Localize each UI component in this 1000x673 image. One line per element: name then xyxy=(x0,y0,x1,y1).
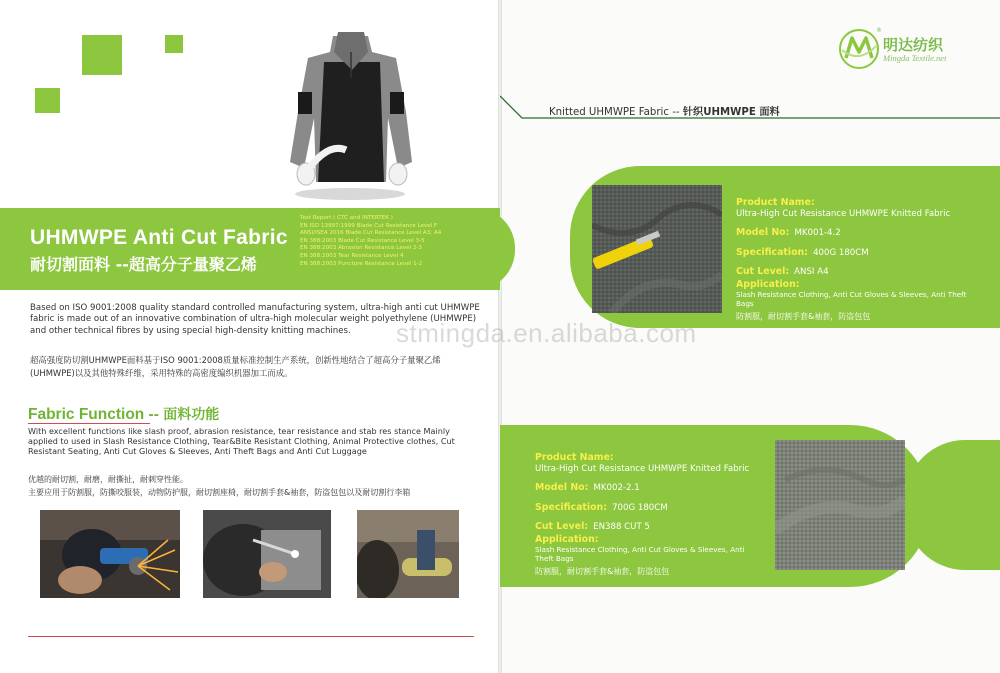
product-2-spec: 700G 180CM xyxy=(612,502,668,513)
product-2-specs xyxy=(535,452,775,578)
heading-underline xyxy=(28,423,150,424)
function-paragraph-cn: 优越的耐切割，耐磨，耐撕扯，耐刺穿性能。 主要应用于防割服，防撕咬服装，动物防护服，耐切割座椅，耐切割手套&袖套，防盗包包以及耐切割行李箱 xyxy=(28,475,411,497)
registered-mark: ® xyxy=(876,27,882,34)
knife-cut-test-photo xyxy=(203,510,331,598)
product-1-specs xyxy=(736,197,986,323)
product-2-model-label: Model No: xyxy=(535,482,589,493)
product-2-cut: EN388 CUT 5 xyxy=(593,522,650,532)
product-2-cut-label: Cut Level: xyxy=(535,521,589,532)
anti-cut-shirt-image xyxy=(288,22,418,202)
product-1-spec-label: Specification: xyxy=(736,246,808,258)
test-report-line: ANSI/ISEA 2016 Blade Cut Resistance Level A3; A4 xyxy=(300,230,442,237)
fabric-sample-2-image xyxy=(775,440,905,570)
product-2-name-label: Product Name: xyxy=(535,452,614,463)
product-1-app-label: Application: xyxy=(736,278,800,290)
deco-square xyxy=(165,35,183,53)
product-1-model: MK001-4.2 xyxy=(794,228,841,238)
deco-square xyxy=(82,35,122,75)
knitted-fabric-heading-cn: 针织UHMWPE 面料 xyxy=(682,107,780,118)
test-report-line: EN 388:2003 Abrasion Resistance Level 2-3 xyxy=(300,245,422,252)
test-report-line: EN ISO 13997:1999 Blade Cut Resistance Level F xyxy=(300,222,438,229)
product-2-spec-label: Specification: xyxy=(535,501,607,513)
fabric-sample-1-image xyxy=(592,185,722,313)
product-2-model: MK002-2.1 xyxy=(593,483,640,493)
fabric-title-cn: 耐切割面料 --超高分子量聚乙烯 xyxy=(30,255,257,274)
product-1-name-label: Product Name: xyxy=(736,197,815,208)
fabric-function-heading-cn: 面料功能 xyxy=(163,407,220,423)
fabric-function-heading xyxy=(28,404,219,424)
test-report-list xyxy=(300,215,495,268)
product-1-cut: ANSI A4 xyxy=(794,267,829,277)
knitted-fabric-heading xyxy=(549,103,780,118)
test-report-line: EN 388:2003 Blade Cut Resistance Level 3-5 xyxy=(300,237,425,244)
test-report-line: Test Report ( CTC and INTERTEK ) xyxy=(300,215,393,221)
product-2-app-cn: 防割服，耐切割手套&袖套，防盗包包 xyxy=(535,566,670,576)
product-2-app-label: Application: xyxy=(535,533,599,545)
watermark-text: stmingda.en.alibaba.com xyxy=(396,318,697,348)
product-1-model-label: Model No: xyxy=(736,227,790,238)
knitted-fabric-heading-en: Knitted UHMWPE Fabric -- xyxy=(549,107,680,118)
brand-website: Mingda Textile.net xyxy=(883,53,947,63)
test-report-line: EN 388:2003 Tear Resistance Level 4 xyxy=(300,252,404,259)
product-1-name: Ultra-High Cut Resistance UHMWPE Knitted Fabric xyxy=(736,208,951,219)
function-paragraph-en: With excellent functions like slash proof, abrasion resistance, tear resistance and stab res stance Mainly applied to used in Slash Resistance Clothing, Tear&Bite Resistant Clothing, Animal Protective clothes, Cut Resistant Seating, Anti Cut Gloves & Sleeves, Anti Theft Bags and Anti Cut Luggage xyxy=(28,426,455,457)
glove-workers-photo xyxy=(357,510,459,598)
intro-paragraph-en: Based on ISO 9001:2008 quality standard controlled manufacturing system, ultra-high anti cut UHMWPE fabric is made out of an innovative combination of ultra-high molecular weight polyethylene (UHMWPE) and other technical fibres by using special high-density knitting machines. xyxy=(30,303,480,336)
deco-square xyxy=(35,88,60,113)
bottom-rule xyxy=(28,636,474,637)
product-1-spec: 400G 180CM xyxy=(813,247,869,258)
fabric-title-en: UHMWPE Anti Cut Fabric xyxy=(30,226,288,249)
fabric-function-heading-en: Fabric Function -- xyxy=(28,406,159,423)
grinding-worker-photo xyxy=(40,510,180,598)
test-report-line: EN 388:2003 Puncture Resistance Level 1-2 xyxy=(300,260,423,267)
brand-name: 明达纺织 xyxy=(883,36,944,54)
mingda-logo-icon xyxy=(838,28,880,74)
product-1-app-en: Slash Resistance Clothing, Anti Cut Gloves & Sleeves, Anti Theft Bags xyxy=(736,290,967,309)
product-1-app-cn: 防割服，耐切割手套&袖套，防盗包包 xyxy=(736,311,871,321)
intro-paragraph-cn: 超高强度防切割UHMWPE面料基于ISO 9001:2008质量标准控制生产系统，创新性地结合了超高分子量聚乙烯(UHMWPE)以及其他特殊纤维，采用特殊的高密度编织机器加工而成。 xyxy=(30,355,441,378)
product-2-name: Ultra-High Cut Resistance UHMWPE Knitted Fabric xyxy=(535,463,750,474)
product-2-app-en: Slash Resistance Clothing, Anti Cut Gloves & Sleeves, Anti Theft Bags xyxy=(535,545,745,564)
product-1-cut-label: Cut Level: xyxy=(736,266,790,277)
